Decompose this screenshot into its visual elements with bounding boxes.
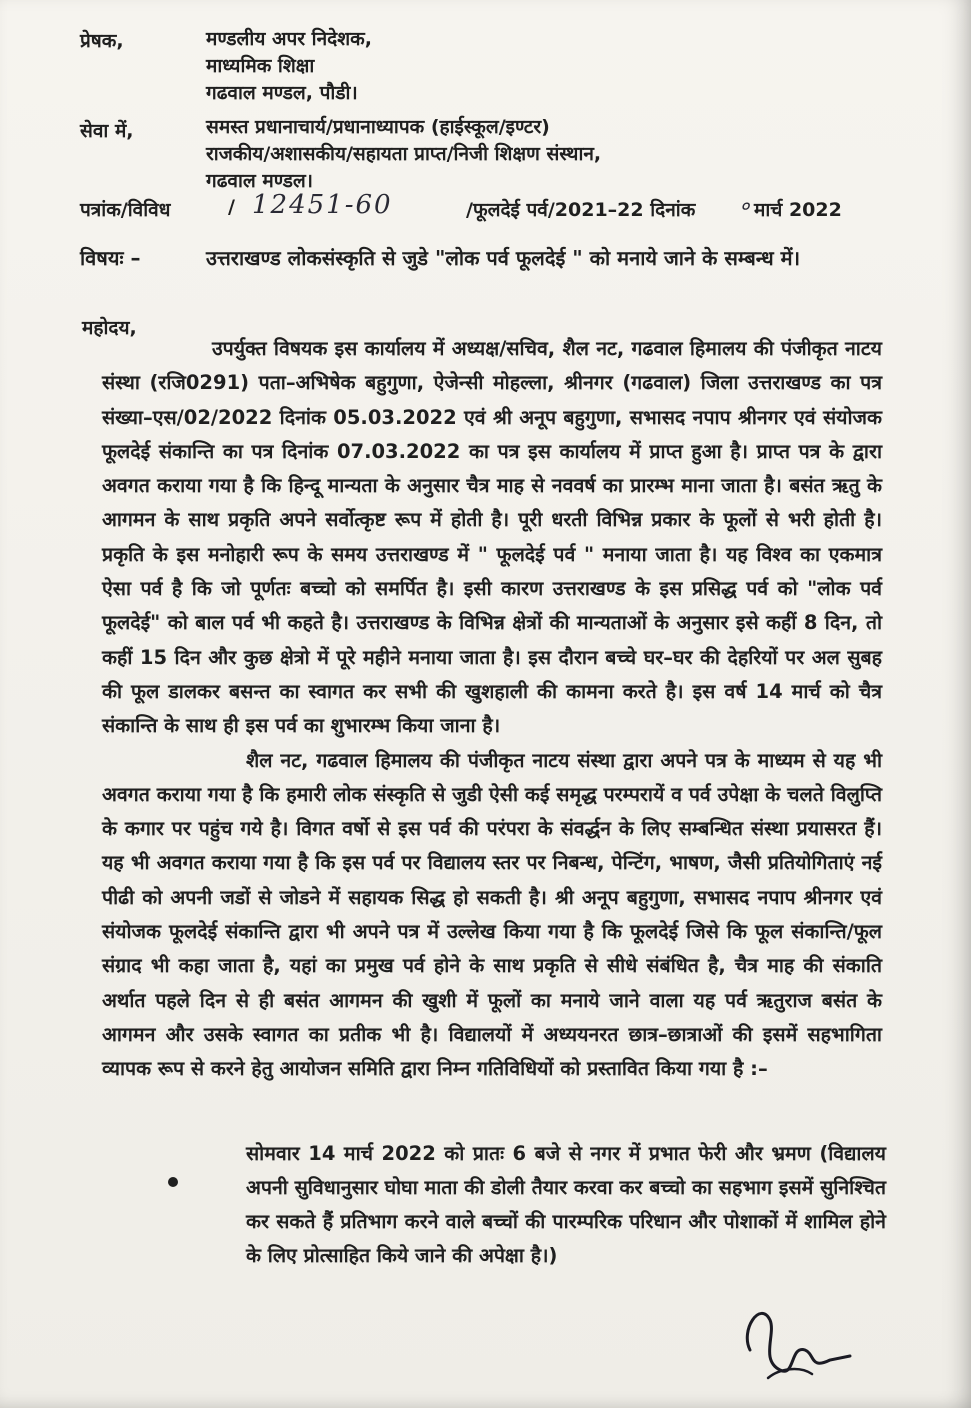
reference-line [80, 190, 900, 230]
bullet-item: सोमवार 14 मार्च 2022 को प्रातः 6 बजे से नगर में प्रभात फेरी और भ्रमण (विद्यालय अपनी सुविधानुसार घोघा माता की डोली तैयार करवा कर बच्चो का सहभाग इसमें सुनिश्चित कर सकते हैं प्रतिभाग करने वाले बच्चों की पारम्परिक परिधान और पोशाकों में शामिल होने के लिए प्रोत्साहित किये जाने की अपेक्षा है।) [246, 1142, 886, 1267]
reference-prefix: पत्रांक/विविध [80, 199, 171, 221]
signature-mark [720, 1290, 860, 1390]
recipient-line: राजकीय/अशासकीय/सहायता प्राप्त/निजी शिक्षण संस्थान, [206, 143, 602, 165]
body-paragraph: शैल नट, गढवाल हिमालय की पंजीकृत नाटय संस्था द्वारा अपने पत्र के माध्यम से यह भी अवगत कराया गया है कि हमारी लोक संस्कृति से जुडी ऐसी कई समृद्ध परम्परायें व पर्व उपेक्षा के चलते विलुप्ति के कगार पर पहुंच गये है। विगत वर्षो से इस पर्व की परंपरा के संवर्द्धन के लिए सम्बन्धित संस्था प्रयासरत हैं। यह भी अवगत कराया गया है कि इस पर्व पर विद्यालय स्तर पर निबन्ध, पेन्टिंग, भाषण, जैसी प्रतियोगिताएं नई पीढी को अपनी जडों से जोडने में सहायक सिद्ध हो सकती है। श्री अनूप बहुगुणा, सभासद नपाप श्रीनगर एवं संयोजक फूलदेई संकान्ति द्वारा भी अपने पत्र में उल्लेख किया गया है कि फूलदेई जिसे कि फूल संकान्ति/फूल संग्राद भी कहा जाता है, यहां का प्रमुख पर्व होने के साथ प्रकृति से सीधे संबंधित है, चैत्र माह की संकाति अर्थात पहले दिन से ही बसंत आगमन की खुशी में फूलों का मनाये जाने वाला यह पर्व ऋतुराज बसंत के आगमन और उसके स्वागत का प्रतीक भी है। विद्यालयों में अध्ययनरत छात्र–छात्राओं की इसमें सहभागिता व्यापक रूप से करने हेतु आयोजन समिति द्वारा निम्न गतिविधियों को प्रस्तावित किया गया है :– [102, 748, 882, 1081]
subject-text: उत्तराखण्ड लोकसंस्कृति से जुडे "लोक पर्व फूलदेई " को मनाये जाने के सम्बन्ध में। [206, 246, 801, 270]
reference-slash: / [228, 196, 235, 218]
sender-line: माध्यमिक शिक्षा [206, 55, 315, 77]
recipient-label: सेवा में, [80, 120, 134, 142]
sender-block [80, 26, 931, 106]
sender-line: गढवाल मण्डल, पौडी। [206, 82, 358, 104]
bullet-icon [168, 1177, 178, 1187]
sender-line: मण्डलीय अपर निदेशक, [206, 28, 372, 50]
reference-month-year: मार्च 2022 [754, 199, 842, 221]
sender-label: प्रेषक, [80, 30, 124, 52]
recipient-line: समस्त प्रधानाचार्य/प्रधानाध्यापक (हाईस्कूल/इण्टर) [206, 116, 550, 138]
body-text [102, 332, 882, 1087]
recipient-line: गढवाल मण्डल। [206, 170, 314, 192]
reference-number-handwritten: 12451-60 [252, 190, 393, 220]
subject-block [80, 240, 870, 314]
reference-suffix: /फूलदेई पर्व/2021–22 दिनांक [466, 199, 696, 221]
salutation: महोदय, [82, 317, 137, 339]
body-paragraph: उपर्युक्त विषयक इस कार्यालय में अध्यक्ष/सचिव, शैल नट, गढवाल हिमालय की पंजीकृत नाटय संस्था (रजि0291) पता–अभिषेक बहुगुणा, ऐजेन्सी मोहल्ला, श्रीनगर (गढवाल) जिला उत्तराखण्ड का पत्र संख्या–एस/02/2022 दिनांक 05.03.2022 एवं श्री अनूप बहुगुणा, सभासद नपाप श्रीनगर एवं संयोजक फूलदेई संकान्ति का पत्र दिनांक 07.03.2022 का पत्र इस कार्यालय में प्राप्त हुआ है। प्राप्त पत्र के द्वारा अवगत कराया गया है कि हिन्दू मान्यता के अनुसार चैत्र माह से नववर्ष का प्रारम्भ माना जाता है। बसंत ऋतु के आगमन के साथ प्रकृति अपने सर्वोत्कृष्ट रूप में होती है। पूरी धरती विभिन्न प्रकार के फूलों से भरी होती है। प्रकृति के इस मनोहारी रूप के समय उत्तराखण्ड में " फूलदेई पर्व " मनाया जाता है। यह विश्व का एकमात्र ऐसा पर्व है कि जो पूर्णतः बच्चो को समर्पित है। इसी कारण उत्तराखण्ड के इस प्रसिद्ध पर्व को "लोक पर्व फूलदेई" को बाल पर्व भी कहते है। उत्तराखण्ड के विभिन्न क्षेत्रों की मान्यताओं के अनुसार इसे कहीं 8 दिन, तो कहीं 15 दिन और कुछ क्षेत्रो में पूरे महीने मनाया जाता है। इस दौरान बच्चे घर–घर की देहरियों पर अल सुबह की फूल डालकर बसन्त का स्वागत कर सभी की खुशहाली की कामना करते है। इस वर्ष 14 मार्च को चैत्र संकान्ति के साथ ही इस पर्व का शुभारम्भ किया जाना है। [102, 337, 882, 738]
recipient-block [80, 114, 931, 194]
date-handwritten: ० [740, 196, 752, 217]
subject-label: विषयः – [80, 246, 141, 270]
